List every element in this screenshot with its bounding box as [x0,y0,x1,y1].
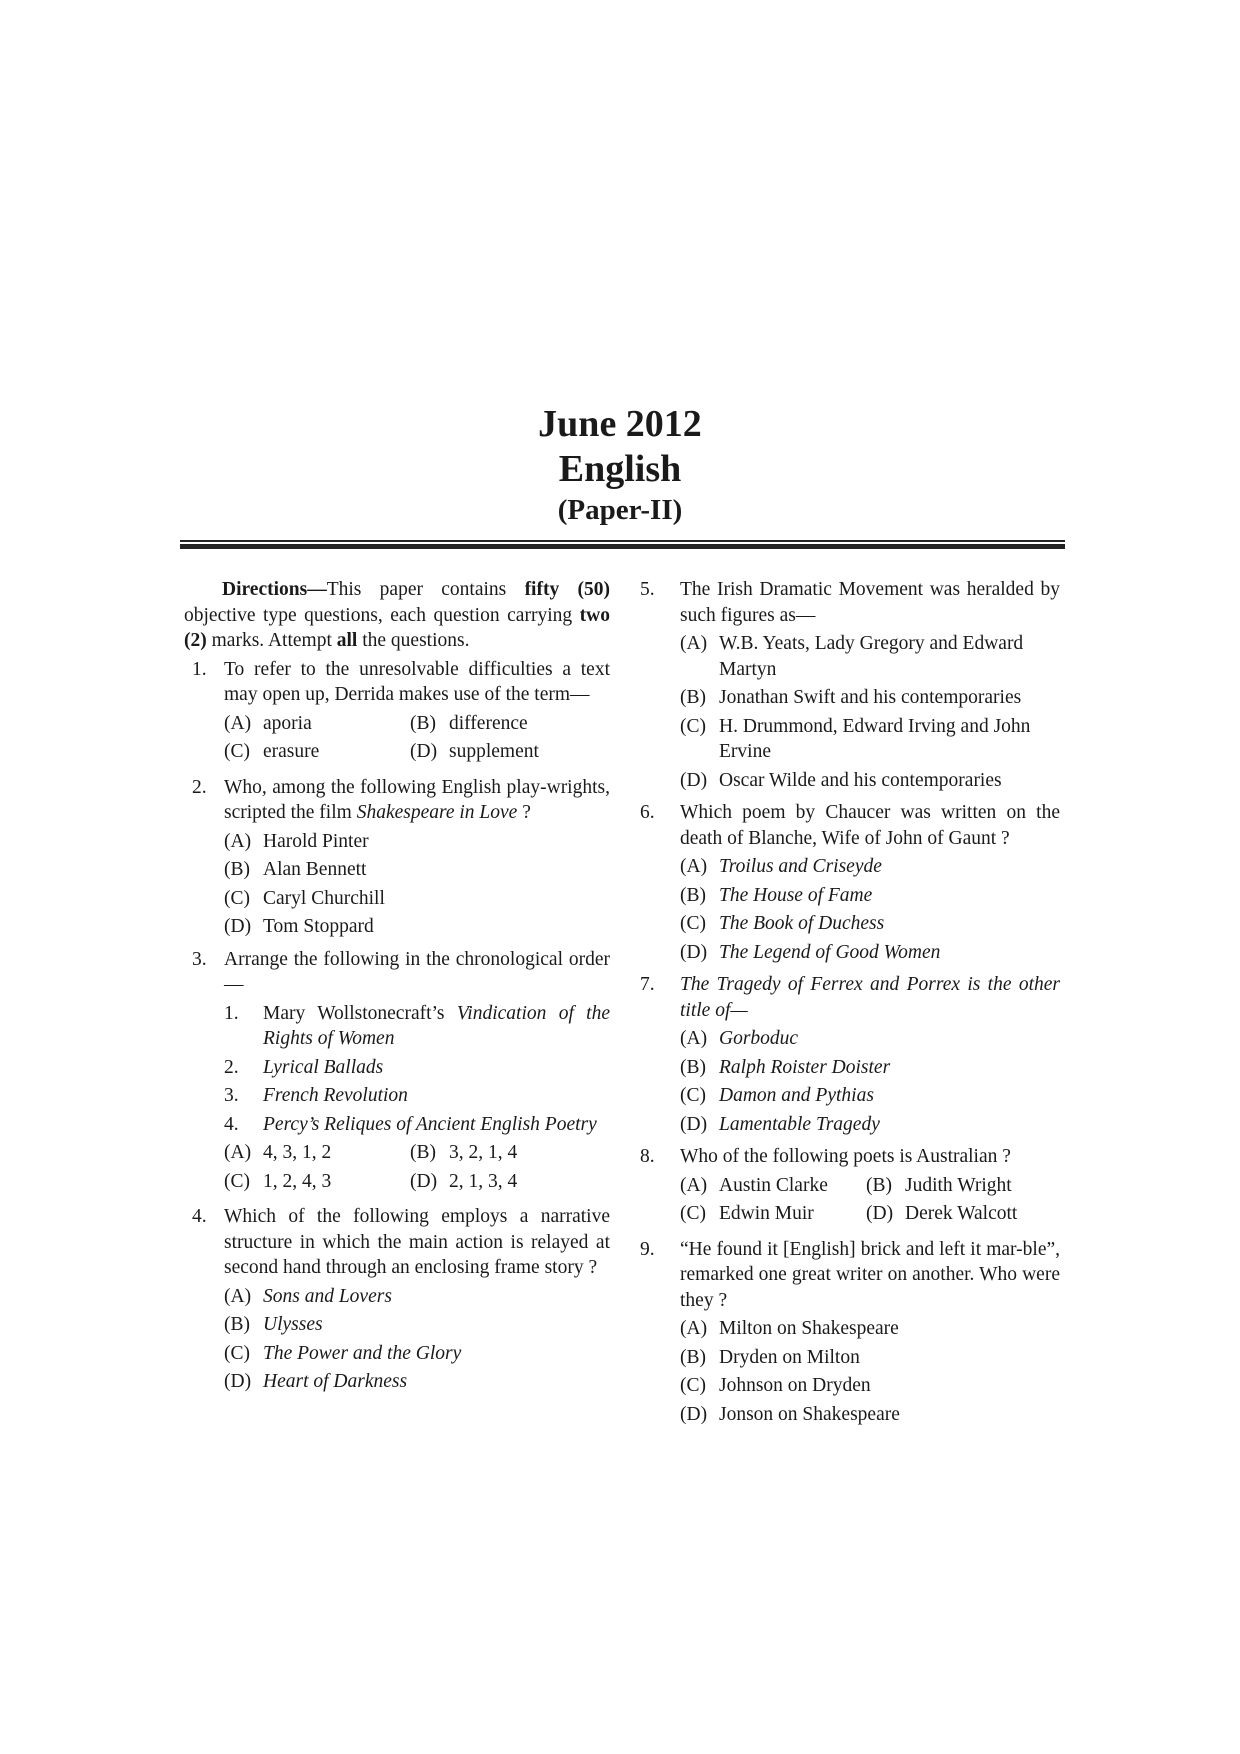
option-label: (A) [224,830,252,852]
answer-option [680,768,1060,794]
italic-text: French Revolution [263,1085,408,1106]
options [224,1284,610,1395]
answer-option [680,1373,1060,1399]
text-segment: 3, 2, 1, 4 [449,1142,518,1163]
text-segment: Tom Stoppard [263,916,374,937]
answer-option [224,1312,610,1338]
answer-option [224,1169,410,1195]
exam-paper: (Paper-II) [557,494,683,526]
option-label: (A) [680,1318,708,1339]
question [184,1204,610,1395]
text-segment: Who, among the following English play-wrights, scripted the film [224,776,610,823]
text-segment: supplement [449,741,539,762]
italic-text: Gorboduc [719,1028,799,1049]
left-column [184,577,610,1402]
text-segment: H. Drummond, Edward Irving and John Ervine [719,715,1031,762]
answer-option [680,1112,1060,1138]
answer-option [680,714,1060,765]
answer-option [866,1201,1060,1227]
option-label: (D) [680,769,708,791]
options [224,829,610,940]
text-segment: To refer to the unresolvable difficulties a text may open up, Derrida makes use of the term— [224,658,610,705]
option-label: (C) [224,1342,250,1364]
question-text [224,775,610,826]
question [184,947,610,1198]
italic-text: Heart of Darkness [263,1371,408,1392]
text-segment: difference [449,712,528,734]
text-segment: Arrange the following in the chronological order— [224,948,610,995]
italic-text: The House of Fame [719,884,873,906]
right-column [640,577,1060,1434]
text-segment: 4, 3, 1, 2 [263,1142,332,1163]
option-label: (D) [680,1403,708,1425]
answer-option [680,854,1060,880]
question-number: 8. [640,1146,655,1167]
italic-text: Lamentable Tragedy [719,1113,880,1135]
italic-text: Ulysses [263,1314,323,1335]
text-segment: Which of the following employs a narrative structure in which the main action is relayed at second hand through an enclosing frame story ? [224,1206,610,1278]
question-text [680,1144,1060,1170]
options [224,711,610,768]
question [640,1144,1060,1230]
question-number: 3. [192,948,207,970]
question [184,657,610,768]
option-label: (C) [224,741,250,762]
text-segment: Harold Pinter [263,830,369,852]
answer-option [224,1341,610,1367]
text-segment: Johnson on Dryden [719,1375,871,1396]
option-label: (B) [680,687,706,708]
directions [184,577,610,654]
text-segment: Milton on Shakespeare [719,1318,899,1339]
italic-text: Troilus and Criseyde [719,856,882,877]
options [680,1173,1060,1230]
option-label: (A) [680,633,708,654]
answer-option [680,1083,1060,1109]
question-number: 5. [640,579,655,600]
text-segment: Austin Clarke [719,1174,828,1196]
answer-option [224,857,610,883]
answer-option [410,711,610,737]
option-label: (B) [680,1056,706,1078]
question-number: 6. [640,802,655,823]
option-label: (A) [680,1028,708,1049]
text-segment: This paper contains [326,579,525,600]
option-label: (B) [680,884,706,906]
text-segment: marks. Attempt [206,630,337,651]
answer-option [224,914,610,940]
option-label: (D) [410,741,438,762]
sequence-item [224,1112,610,1138]
option-label: (D) [410,1170,438,1192]
text-segment: The Irish Dramatic Movement was heralded by such figures as— [680,579,1060,626]
text-segment: Judith Wright [905,1174,1012,1196]
text-segment: aporia [263,712,312,734]
option-label: (C) [680,1085,706,1106]
text-segment: Jonson on Shakespeare [719,1403,900,1425]
option-label: (B) [224,859,250,880]
option-label: (A) [680,1174,708,1196]
italic-text: Lyrical Ballads [263,1056,384,1078]
answer-option [680,685,1060,711]
answer-option [680,1173,866,1199]
options [680,631,1060,793]
option-label: (B) [224,1314,250,1335]
sequence-item-number: 1. [224,1002,239,1024]
text-segment: Edwin Muir [719,1203,814,1224]
answer-option [224,711,410,737]
question-number: 4. [192,1206,207,1227]
option-label: (A) [224,1285,252,1307]
text-segment: Dryden on Milton [719,1346,860,1368]
answer-option [680,1345,1060,1371]
answer-option [224,886,610,912]
question-number: 7. [640,974,655,995]
option-label: (D) [224,1371,252,1392]
text-segment: Caryl Churchill [263,887,385,909]
italic-text: The Power and the Glory [263,1342,462,1364]
question [640,800,1060,965]
answer-option [224,1284,610,1310]
answer-option [224,1140,410,1166]
option-label: (D) [224,916,252,937]
sequence-item-number: 2. [224,1056,239,1078]
text-segment: Oscar Wilde and his contemporaries [719,769,1002,791]
text-segment: 2, 1, 3, 4 [449,1170,518,1192]
option-label: (C) [680,913,706,934]
italic-text: Vindication of the Rights of Women [263,1002,611,1049]
option-label: (A) [224,1142,252,1163]
sequence-item-number: 3. [224,1085,239,1106]
option-label: (A) [224,712,252,734]
answer-option [224,1369,610,1395]
question-text [680,577,1060,628]
option-label: (B) [410,1142,436,1163]
italic-text: The Legend of Good Women [719,941,941,963]
text-segment: Who of the following poets is Australian ? [680,1146,1011,1167]
option-label: (C) [224,887,250,909]
option-label: (B) [410,712,436,734]
option-label: (D) [680,1113,708,1135]
question-number: 1. [192,658,207,680]
text-segment: objective type questions, each question carrying [184,604,580,626]
question [184,775,610,940]
answer-option [410,1140,610,1166]
sequence-item [224,1001,610,1052]
text-segment: Which poem by Chaucer was written on the death of Blanche, Wife of John of Gaunt ? [680,802,1060,849]
option-label: (C) [224,1170,250,1192]
divider-thin [180,540,1065,542]
text-segment: Alan Bennett [263,859,367,880]
bold-text: Directions— [222,579,327,600]
text-segment: Derek Walcott [905,1203,1018,1224]
text-segment: Mary Wollstonecraft’s [263,1002,457,1024]
answer-option [680,911,1060,937]
options [224,1140,610,1197]
answer-option [224,829,610,855]
answer-option [410,739,610,765]
option-label: (D) [866,1203,894,1224]
options [680,1316,1060,1427]
answer-option [680,1316,1060,1342]
question-text [224,947,610,998]
answer-option [680,631,1060,682]
italic-text: Sons and Lovers [263,1285,392,1307]
question-text [680,972,1060,1023]
italic-text: Shakespeare in Love [356,802,518,823]
sequence-item [224,1055,610,1081]
question-number: 2. [192,776,207,798]
options [680,1026,1060,1137]
question [640,972,1060,1137]
question-text [680,1237,1060,1314]
question [640,1237,1060,1428]
answer-option [680,1201,866,1227]
bold-text: two (2) [184,604,610,651]
text-segment: the questions. [357,630,470,651]
option-label: (C) [680,1375,706,1396]
text-segment: ? [517,802,531,823]
question-number: 9. [640,1238,655,1260]
answer-option [224,739,410,765]
question-text [680,800,1060,851]
text-segment: Jonathan Swift and his contemporaries [719,687,1022,708]
divider-thick [180,544,1065,549]
text-segment: W.B. Yeats, Lady Gregory and Edward Martyn [719,633,1024,680]
option-label: (C) [680,1203,706,1224]
text-segment: erasure [263,741,320,762]
answer-option [410,1169,610,1195]
italic-text: The Tragedy of Ferrex and Porrex is the other title of— [680,974,1060,1021]
answer-option [680,1055,1060,1081]
sequence-item [224,1083,610,1109]
option-label: (B) [680,1346,706,1368]
italic-text: Percy’s Reliques of Ancient English Poetry [263,1113,597,1135]
text-segment: 1, 2, 4, 3 [263,1170,332,1192]
italic-text: Ralph Roister Doister [719,1056,891,1078]
text-segment: “He found it [English] brick and left it mar-ble”, remarked one great writer on another. Who were they ? [680,1238,1060,1311]
option-label: (C) [680,715,706,737]
options [680,854,1060,965]
answer-option [680,940,1060,966]
option-label: (B) [866,1174,892,1196]
question [640,577,1060,793]
answer-option [680,1402,1060,1428]
exam-subject: English [558,448,682,490]
answer-option [680,883,1060,909]
sequence-item-number: 4. [224,1113,239,1135]
question-text [224,1204,610,1281]
exam-title: June 2012 [538,403,702,445]
answer-option [680,1026,1060,1052]
question-text [224,657,610,708]
bold-text: all [336,630,358,651]
italic-text: The Book of Duchess [719,913,885,934]
option-label: (D) [680,941,708,963]
bold-text: fifty (50) [524,579,610,600]
option-label: (A) [680,856,708,877]
italic-text: Damon and Pythias [719,1085,874,1106]
answer-option [866,1173,1060,1199]
